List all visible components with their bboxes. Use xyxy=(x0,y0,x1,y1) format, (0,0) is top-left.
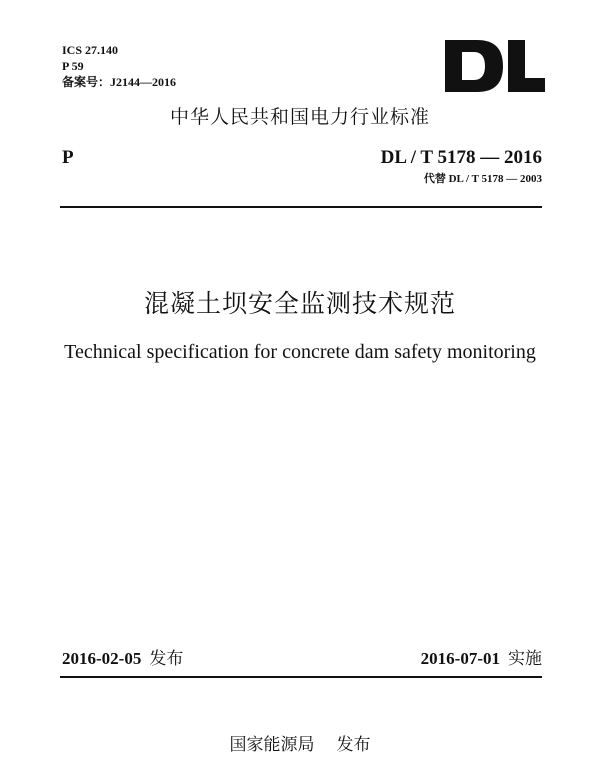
replaces-standard: 代替 DL / T 5178 — 2003 xyxy=(423,173,542,185)
ics-code: ICS 27.140 xyxy=(62,43,119,57)
standard-number: DL / T 5178 — 2016 xyxy=(380,147,542,168)
issue-label: 发布 xyxy=(149,649,184,669)
implement-label: 实施 xyxy=(508,649,542,669)
bottom-divider xyxy=(60,676,542,678)
implement-date-block xyxy=(421,648,542,670)
dl-logo xyxy=(445,40,545,92)
standard-category-title: 中华人民共和国电力行业标准 xyxy=(169,106,430,128)
document-title-chinese: 混凝土坝安全监测技术规范 xyxy=(143,289,456,318)
issue-date: 2016-02-05 xyxy=(62,649,142,668)
classification-code: P 59 xyxy=(62,59,84,73)
issue-date-block xyxy=(62,648,183,670)
record-number: 备案号：J2144—2016 xyxy=(62,75,177,89)
standard-class-letter: P xyxy=(62,147,74,168)
implement-date: 2016-07-01 xyxy=(420,649,500,668)
dl-logo-letter-d xyxy=(445,40,503,92)
publisher-name: 国家能源局 xyxy=(229,735,315,755)
publish-label: 发布 xyxy=(336,735,371,755)
document-title-english: Technical specification for concrete dam safety monitoring xyxy=(64,341,536,363)
top-divider xyxy=(60,206,542,208)
dl-logo-letter-l xyxy=(508,40,545,92)
publisher-block xyxy=(0,734,600,756)
